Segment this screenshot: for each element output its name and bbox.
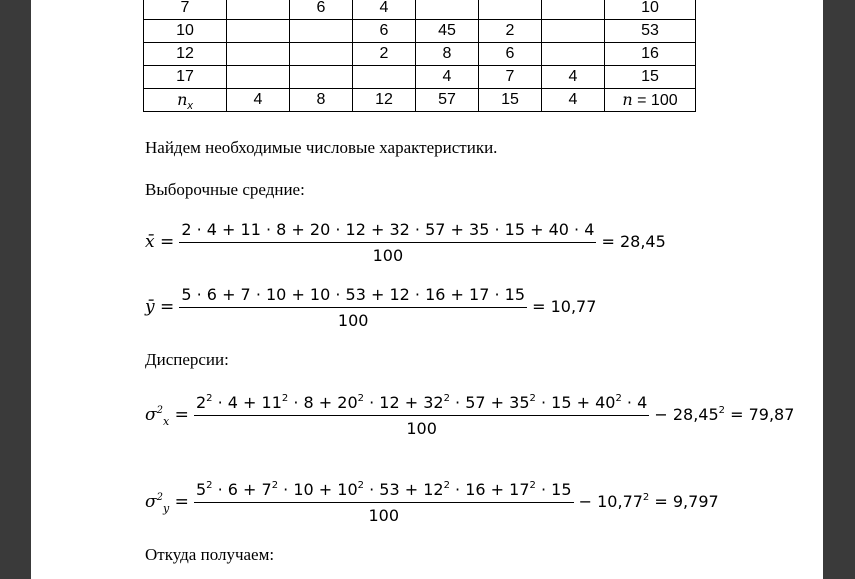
y-mean-denominator: 100 bbox=[337, 311, 369, 330]
y-mean-result: = 10,77 bbox=[532, 297, 597, 316]
table-cell bbox=[479, 0, 542, 20]
variance-x-fraction bbox=[194, 393, 649, 438]
variance-y-fraction bbox=[194, 480, 574, 525]
table-cell bbox=[290, 20, 353, 43]
table-cell bbox=[227, 43, 290, 66]
formula-variance-x bbox=[145, 393, 794, 438]
paragraph-variances: Дисперсии: bbox=[145, 350, 229, 369]
table-cell: 8 bbox=[416, 43, 479, 66]
table-cell bbox=[353, 66, 416, 89]
variance-x-numerator: $2^2 \cdot 4 + 11^2 \cdot 8 + 20^2 \cdot 12 + 32^2 \cdot 57 + 35^2 \cdot 15 + 40^2 \cdot 4$ bbox=[194, 393, 649, 416]
table-cell bbox=[290, 66, 353, 89]
table-cell: 57 bbox=[416, 89, 479, 112]
document-page bbox=[31, 0, 823, 579]
table-cell: 7 bbox=[144, 0, 227, 20]
table-cell: 2 bbox=[479, 20, 542, 43]
variance-x-result: − $28,45^2 = 79,87$ bbox=[654, 405, 795, 424]
table-cell: 17 bbox=[144, 66, 227, 89]
formula-y-mean bbox=[145, 285, 596, 330]
x-mean-result: = 28,45 bbox=[601, 232, 666, 251]
table-cell: 4 bbox=[353, 0, 416, 20]
table-cell: 7 bbox=[479, 66, 542, 89]
table-cell: 6 bbox=[353, 20, 416, 43]
table-cell bbox=[416, 0, 479, 20]
table-cell: 15 bbox=[605, 66, 696, 89]
formula-variance-y bbox=[145, 480, 719, 525]
table-cell bbox=[227, 66, 290, 89]
variance-x-symbol: $\sigma^2_x$ = bbox=[145, 405, 189, 428]
table-cell: 10 bbox=[605, 0, 696, 20]
table-cell: 4 bbox=[416, 66, 479, 89]
correlation-table bbox=[143, 0, 696, 112]
table-cell: $n_x$ bbox=[144, 89, 227, 112]
table-cell: 16 bbox=[605, 43, 696, 66]
variance-y-symbol: $\sigma^2_y$ = bbox=[145, 492, 189, 515]
table-cell: n = 100 bbox=[605, 89, 696, 112]
variance-y-numerator: $5^2 \cdot 6 + 7^2 \cdot 10 + 10^2 \cdot 53 + 12^2 \cdot 16 + 17^2 \cdot 15$ bbox=[194, 480, 574, 503]
table-cell: 8 bbox=[290, 89, 353, 112]
table-cell: 6 bbox=[479, 43, 542, 66]
paragraph-sample-means: Выборочные средние: bbox=[145, 180, 305, 199]
table-row bbox=[144, 66, 696, 89]
table-cell: 12 bbox=[144, 43, 227, 66]
variance-x-denominator: 100 bbox=[406, 419, 437, 438]
table-row bbox=[144, 89, 696, 112]
y-mean-numerator: 5 · 6 + 7 · 10 + 10 · 53 + 12 · 16 + 17 · 15 bbox=[179, 285, 527, 308]
x-mean-fraction bbox=[179, 220, 596, 265]
x-mean-numerator: 2 · 4 + 11 · 8 + 20 · 12 + 32 · 57 + 35 · 15 + 40 · 4 bbox=[179, 220, 596, 243]
paragraph-find-characteristics: Найдем необходимые числовые характеристики. bbox=[145, 138, 498, 157]
table-cell: 12 bbox=[353, 89, 416, 112]
table-row bbox=[144, 0, 696, 20]
table-cell: 4 bbox=[227, 89, 290, 112]
table-cell bbox=[542, 0, 605, 20]
paragraph-hence: Откуда получаем: bbox=[145, 545, 275, 564]
table-cell: 45 bbox=[416, 20, 479, 43]
table-cell: 6 bbox=[290, 0, 353, 20]
table-cell bbox=[290, 43, 353, 66]
table-cell: 53 bbox=[605, 20, 696, 43]
table-row bbox=[144, 43, 696, 66]
table-cell: 4 bbox=[542, 89, 605, 112]
table-row bbox=[144, 20, 696, 43]
y-mean-symbol: ȳ = bbox=[145, 297, 175, 317]
table-cell: 15 bbox=[479, 89, 542, 112]
table-cell: 4 bbox=[542, 66, 605, 89]
table-cell bbox=[227, 0, 290, 20]
x-mean-symbol: x̄ = bbox=[145, 232, 175, 252]
table-cell bbox=[542, 43, 605, 66]
table-cell bbox=[542, 20, 605, 43]
table-cell: 2 bbox=[353, 43, 416, 66]
y-mean-fraction bbox=[179, 285, 527, 330]
x-mean-denominator: 100 bbox=[372, 246, 404, 265]
variance-y-result: − $10,77^2 = 9,797$ bbox=[578, 492, 719, 511]
table-cell bbox=[227, 20, 290, 43]
formula-x-mean bbox=[145, 220, 666, 265]
variance-y-denominator: 100 bbox=[368, 506, 400, 525]
table-cell: 10 bbox=[144, 20, 227, 43]
